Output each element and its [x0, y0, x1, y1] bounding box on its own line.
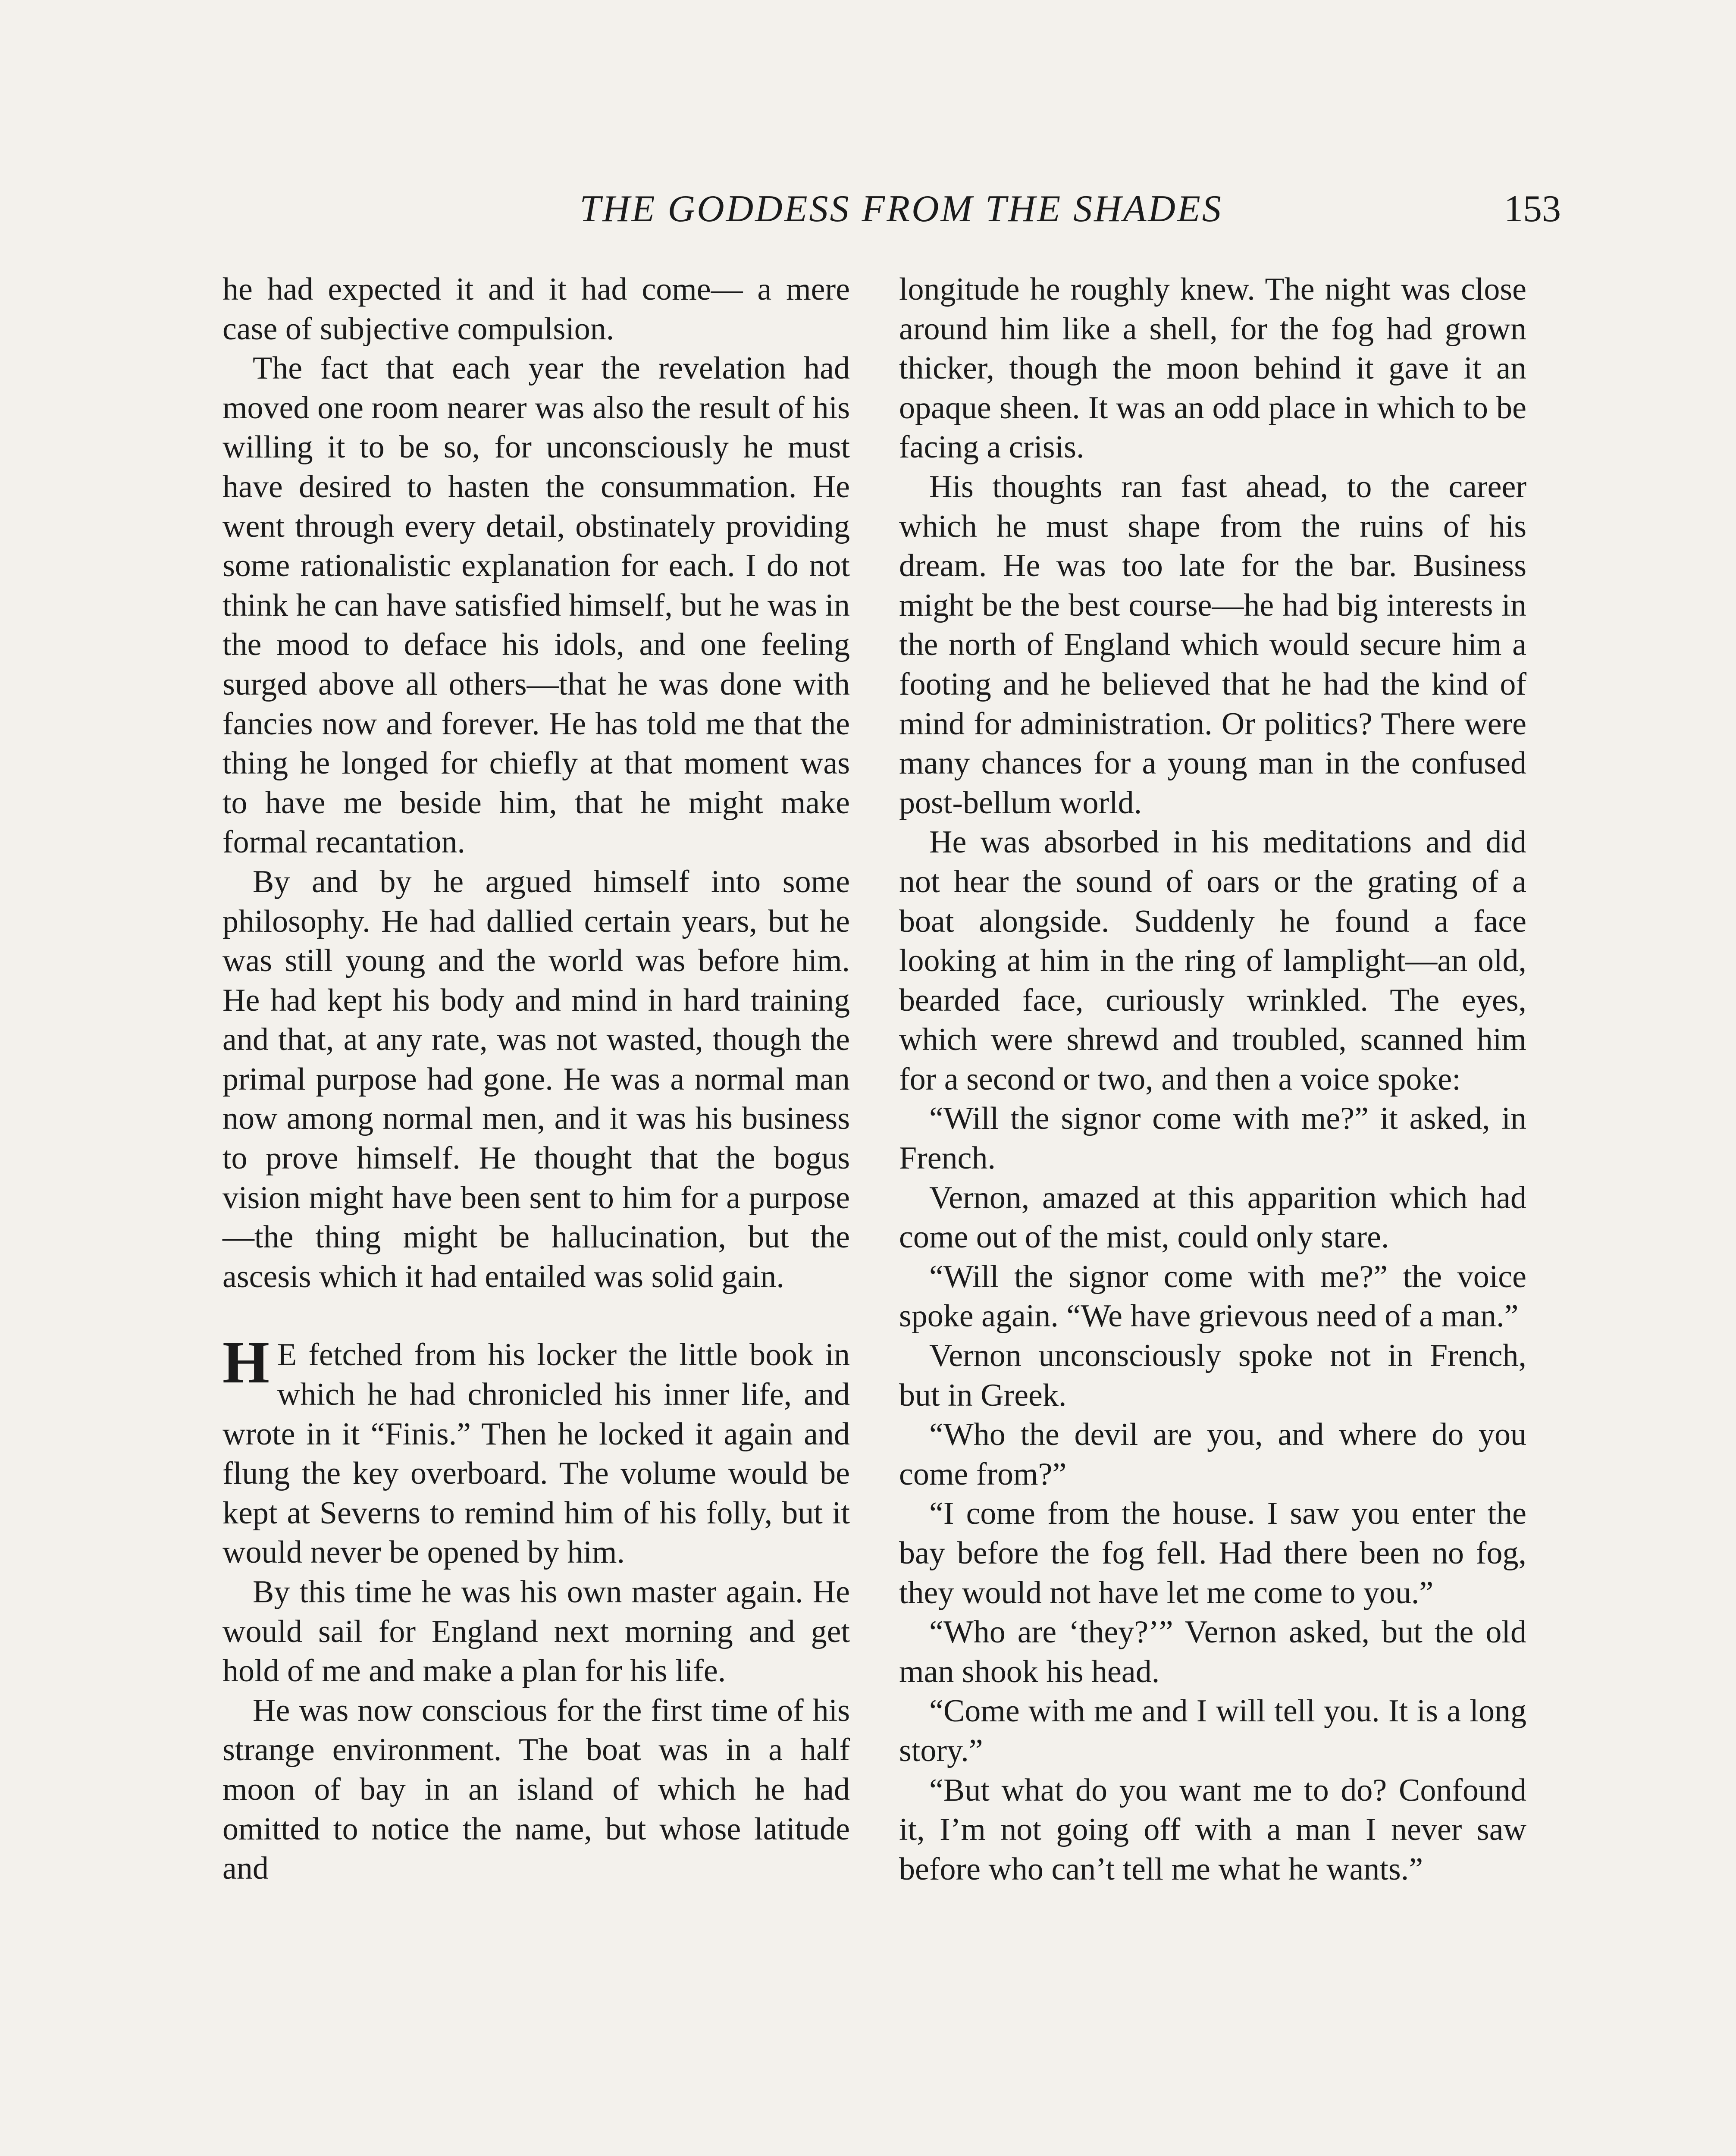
paragraph: “Come with me and I will tell you. It is a long story.” — [899, 1693, 1526, 1768]
drop-cap: H — [222, 1329, 269, 1396]
paragraph: “Will the signor come with me?” it asked, in French. — [899, 1101, 1526, 1176]
paragraph: “Who the devil are you, and where do you come from?” — [899, 1417, 1526, 1492]
paragraph: The fact that each year the revelation had moved one room nearer was also the result of his willing it to be so, for unconsciously he must have desired to hasten the consummation. He went through every detail, obstinately providing some rationalistic explanation for each. I do not think he can have satisfied himself, but he was in the mood to deface his idols, and one feeling surged above all others—that he was done with fancies now and forever. He has told me that the thing he longed for chiefly at that moment was to have me beside him, that he might make formal recantation. — [222, 351, 850, 860]
left-column — [222, 270, 850, 1889]
paragraph-text: E fetched from his locker the little book in which he had chronicled his inner life, and wrote in it “Finis.” Then he locked it again and flung the key overboard. The volume would be kept at Severns to remind him of his folly, but it would never be opened by him. — [222, 1337, 850, 1570]
paragraph: He was now conscious for the first time of his strange environment. The boat was in a half moon of bay in an island of which he had omitted to notice the name, but whose latitude and — [222, 1692, 850, 1887]
paragraph: He was absorbed in his meditations and did not hear the sound of oars or the grating of a boat alongside. Suddenly he found a face looking at him in the ring of lamplight—an old, bearded face, curiously wrinkled. The eyes, which were shrewd and troubled, scanned him for a second or two, and then a voice spoke: — [899, 824, 1526, 1097]
paragraph: His thoughts ran fast ahead, to the career which he must shape from the ruins of his dream. He was too late for the bar. Business might be the best course—he had big interests in the north of England which would secure him a footing and he believed that he had the kind of mind for administration. Or politics? There were many chances for a young man in the confused post-bellum world. — [899, 469, 1526, 821]
right-column — [899, 270, 1526, 1889]
paragraph: he had expected it and it had come— a mere case of subjective compulsion. — [222, 272, 850, 347]
paragraph: “But what do you want me to do? Confound it, I’m not going off with a man I never saw before who can’t tell me what he wants.” — [899, 1772, 1526, 1887]
paragraph: By and by he argued himself into some philosophy. He had dallied certain years, but he was still young and the world was before him. He had kept his body and mind in hard training and that, at any rate, was not wasted, though the primal purpose had gone. He was a normal man now among normal men, and it was his business to prove himself. He thought that the bogus vision might have been sent to him for a purpose—the thing might be hallucination, but the ascesis which it had entailed was solid gain. — [222, 864, 850, 1294]
paragraph: “Who are ‘they?’” Vernon asked, but the old man shook his head. — [899, 1614, 1526, 1689]
section-opening-paragraph — [222, 1329, 850, 1573]
paragraph: Vernon, amazed at this apparition which had come out of the mist, could only stare. — [899, 1180, 1526, 1255]
paragraph: By this time he was his own master again. He would sail for England next morning and get hold of me and make a plan for his life. — [222, 1574, 850, 1689]
paragraph: “Will the signor come with me?” the voice spoke again. “We have grievous need of a man.” — [899, 1259, 1526, 1334]
section-break — [222, 1297, 850, 1335]
paragraph: Vernon unconsciously spoke not in French, but in Greek. — [899, 1338, 1526, 1413]
page-number: 153 — [1504, 188, 1561, 230]
paragraph: “I come from the house. I saw you enter the bay before the fog fell. Had there been no fog, they would not have let me come to you.” — [899, 1496, 1526, 1611]
paragraph: longitude he roughly knew. The night was close around him like a shell, for the fog had grown thicker, though the moon behind it gave it an opaque sheen. It was an odd place in which to be facing a crisis. — [899, 272, 1526, 465]
running-title: THE GODDESS FROM THE SHADES — [580, 188, 1223, 230]
